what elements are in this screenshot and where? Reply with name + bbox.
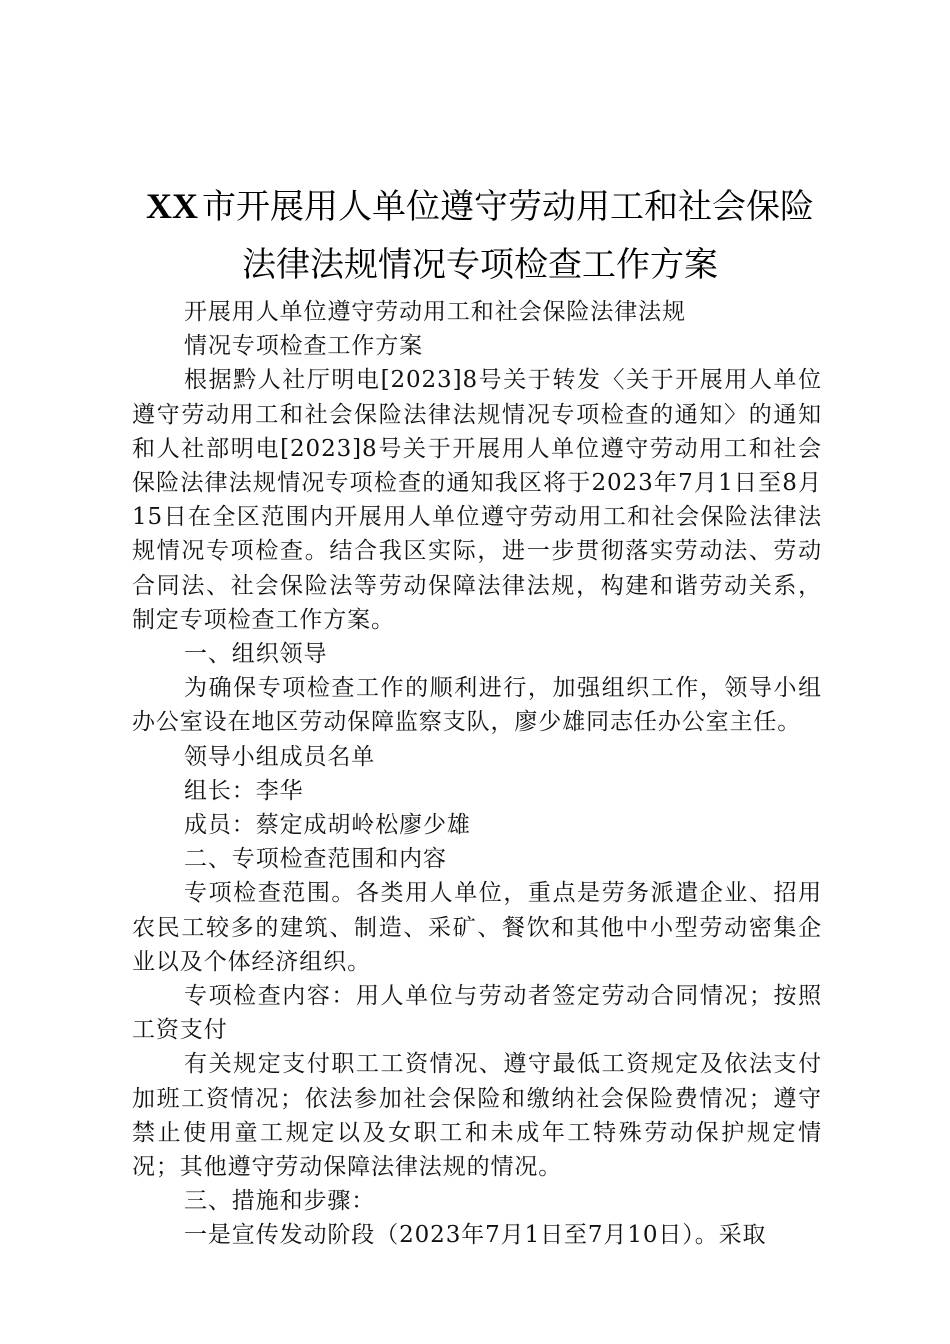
paragraph-member-list-heading: 领导小组成员名单 (184, 743, 376, 770)
paragraph-organization: 为确保专项检查工作的顺利进行，加强组织工作，领导小组办公室设在地区劳动保障监察支队，廖少雄同志任办公室主任。 (132, 675, 822, 736)
title-prefix: XX (146, 186, 198, 226)
title-line-1-text: 市开展用人单位遵守劳动用工和社会保险 (202, 187, 814, 227)
document-body (132, 295, 822, 1253)
paragraph-scope: 专项检查范围。各类用人单位，重点是劳务派遣企业、招用农民工较多的建筑、制造、采矿、餐饮和其他中小型劳动密集企业以及个体经济组织。 (132, 880, 822, 975)
section-heading-scope: 二、专项检查范围和内容 (184, 846, 447, 873)
paragraph-group-leader: 组长：李华 (184, 777, 304, 804)
paragraph-stage-one: 一是宣传发动阶段（2023年7月1日至7月10日）。采取 (184, 1222, 767, 1249)
document-title-line-1 (100, 184, 860, 229)
document-title-line-2: 法律法规情况专项检查工作方案 (242, 245, 718, 285)
paragraph-basis: 根据黔人社厅明电[2023]8号关于转发〈关于开展用人单位遵守劳动用工和社会保险法律法规情况专项检查的通知〉的通知和人社部明电[2023]8号关于开展用人单位遵守劳动用工和社会保险法律法规情况专项检查的通知我区将于2023年7月1日至8月15日在全区范围内开展用人单位遵守劳动用工和社会保险法律法规情况专项检查。结合我区实际，进一步贯彻落实劳动法、劳动合同法、社会保险法等劳动保障法律法规，构建和谐劳动关系，制定专项检查工作方案。 (132, 367, 822, 633)
paragraph-subtitle-1: 开展用人单位遵守劳动用工和社会保险法律法规 (184, 299, 686, 325)
paragraph-content: 专项检查内容：用人单位与劳动者签定劳动合同情况；按照工资支付 (132, 983, 822, 1044)
section-heading-measures: 三、措施和步骤： (184, 1188, 376, 1215)
paragraph-content-continued: 有关规定支付职工工资情况、遵守最低工资规定及依法支付加班工资情况；依法参加社会保险和缴纳社会保险费情况；遵守禁止使用童工规定以及女职工和未成年工特殊劳动保护规定情况；其他遵守劳动保障法律法规的情况。 (132, 1051, 822, 1181)
section-heading-organization: 一、组织领导 (184, 641, 328, 668)
paragraph-subtitle-2: 情况专项检查工作方案 (184, 333, 423, 360)
paragraph-group-members: 成员：蔡定成胡岭松廖少雄 (184, 812, 471, 839)
